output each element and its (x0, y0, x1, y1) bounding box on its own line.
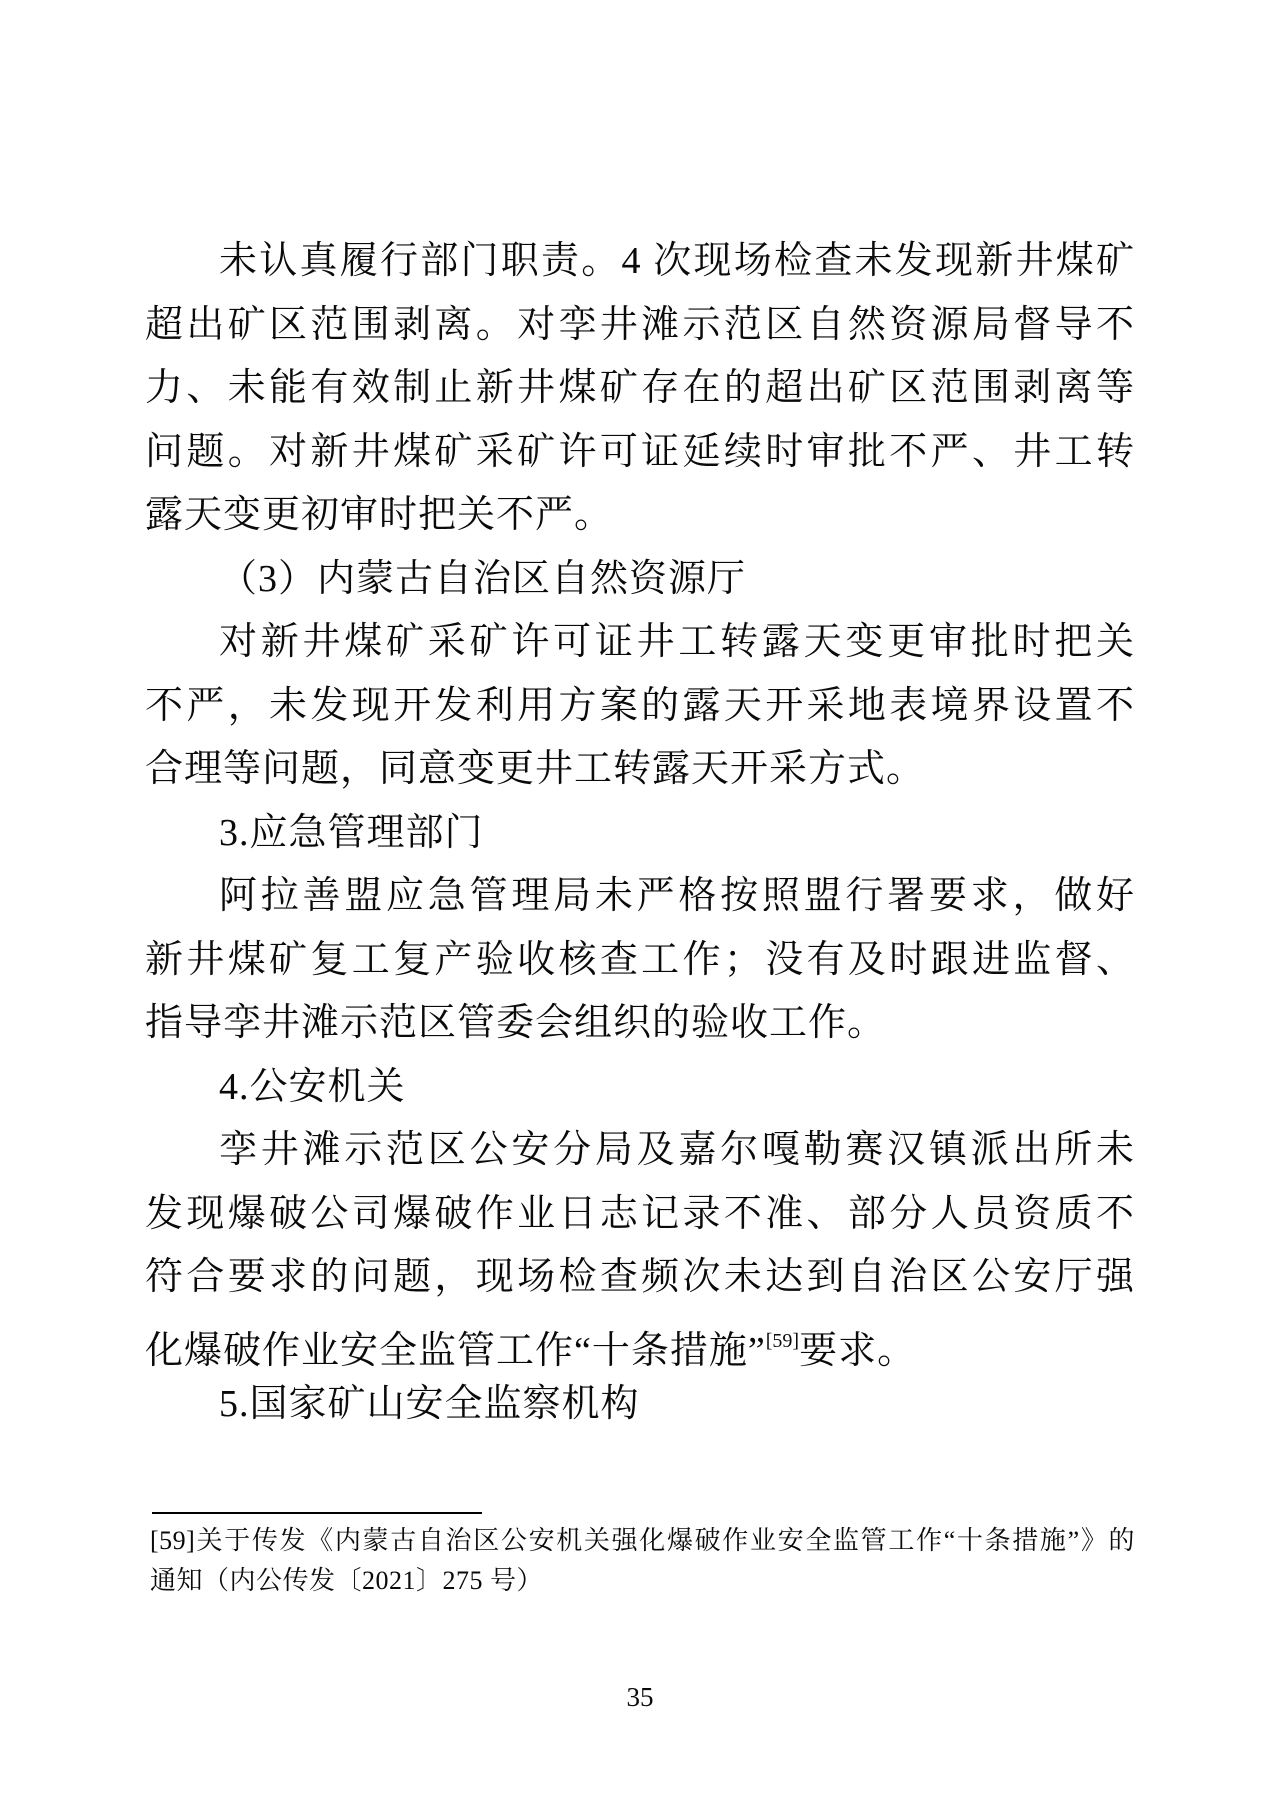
page-number: 35 (626, 1682, 654, 1712)
paragraph-line: 符合要求的问题，现场检查频次未达到自治区公安厅强 (145, 1256, 1135, 1298)
paragraph-line: 对新井煤矿采矿许可证井工转露天变更审批时把关 (219, 621, 1135, 663)
body-text (145, 230, 1135, 1437)
paragraph-line: 力、未能有效制止新井煤矿存在的超出矿区范围剥离等 (145, 367, 1135, 409)
footnote-separator (152, 1512, 482, 1514)
paragraph-line: 发现爆破公司爆破作业日志记录不准、部分人员资质不 (145, 1192, 1135, 1235)
footnote-line: [59]关于传发《内蒙古自治区公安机关强化爆破作业安全监管工作“十条措施”》的 (150, 1526, 1135, 1555)
paragraph-line: 指导孪井滩示范区管委会组织的验收工作。 (145, 1002, 887, 1044)
paragraph-line: 阿拉善盟应急管理局未严格按照盟行署要求，做好 (219, 875, 1135, 917)
paragraph-line: 问题。对新井煤矿采矿许可证延续时审批不严、井工转 (145, 430, 1135, 473)
section-heading: 3.应急管理部门 (219, 811, 484, 854)
section-heading: （3）内蒙古自治区自然资源厅 (219, 557, 747, 600)
paragraph-line: 超出矿区范围剥离。对孪井滩示范区自然资源局督导不 (145, 303, 1135, 346)
paragraph-line: 合理等问题，同意变更井工转露天开采方式。 (145, 748, 926, 790)
paragraph-line-with-reference (145, 1310, 1135, 1374)
section-heading: 5.国家矿山安全监察机构 (219, 1383, 640, 1425)
footnote (150, 1521, 1135, 1601)
footnote-line: 通知（内公传发〔2021〕275 号） (150, 1566, 544, 1595)
footnote-reference-59: [59] (765, 1329, 800, 1352)
paragraph-line: 未认真履行部门职责。4 次现场检查未发现新井煤矿 (219, 240, 1135, 282)
section-heading: 4.公安机关 (219, 1065, 406, 1108)
paragraph-line: 不严，未发现开发利用方案的露天开采地表境界设置不 (145, 684, 1135, 727)
paragraph-text: 化爆破作业安全监管工作“十条措施” (145, 1329, 766, 1372)
paragraph-line: 露天变更初审时把关不严。 (145, 494, 614, 536)
paragraph-line: 孪井滩示范区公安分局及嘉尔嘎勒赛汉镇派出所未 (219, 1129, 1135, 1171)
paragraph-text: 要求。 (799, 1329, 917, 1372)
paragraph-line: 新井煤矿复工复产验收核查工作；没有及时跟进监督、 (145, 938, 1135, 981)
